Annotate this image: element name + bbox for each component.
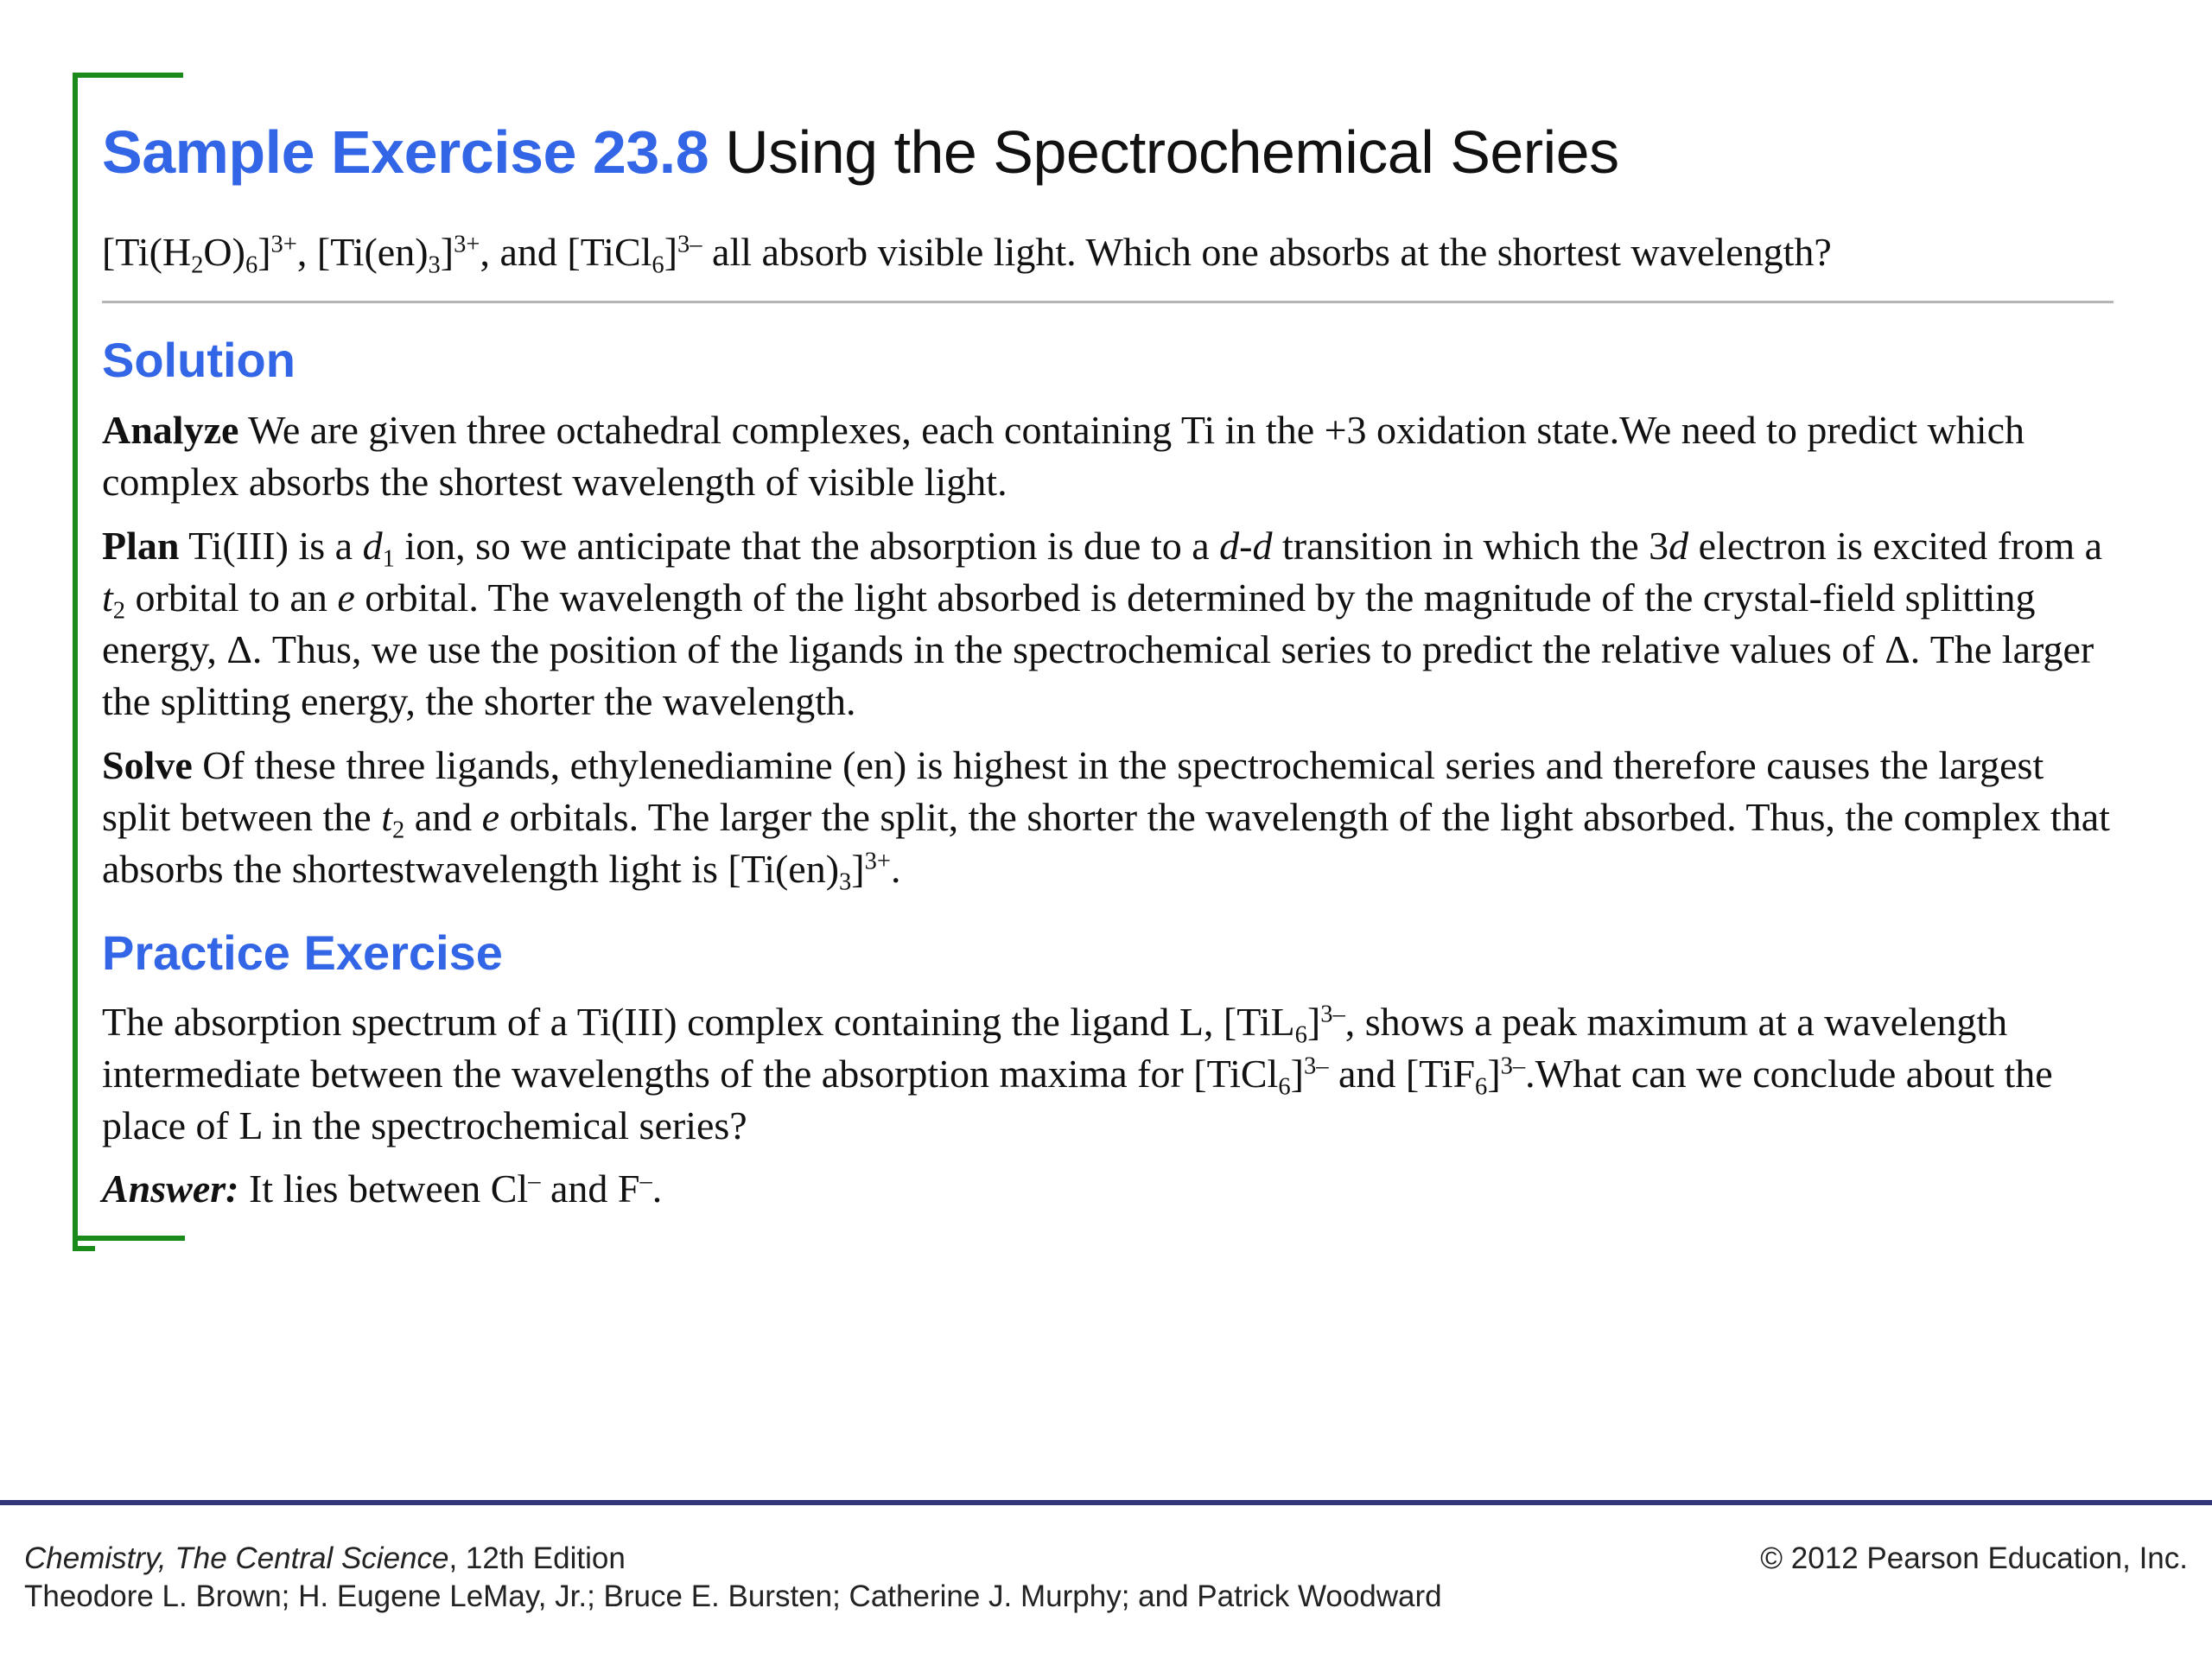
- footer-rule: [0, 1500, 2212, 1505]
- footer-copyright: © 2012 Pearson Education, Inc.: [1760, 1541, 2188, 1575]
- answer-label: Answer:: [102, 1166, 239, 1211]
- solve-label: Solve: [102, 743, 193, 787]
- exercise-bracket: [73, 73, 95, 1251]
- answer-paragraph: Answer: It lies between Cl– and F–.: [102, 1166, 663, 1211]
- page-title: [102, 118, 1619, 187]
- plan-paragraph: Plan Ti(III) is a $d_1$ ion, so we anticipate that the absorption is due to a d-d transition in which the 3d electron is excited from a $t_2$ orbital to an e orbital. The wavelength of the light absorbed is determined by the magnitude of the crystal-field splitting energy, Δ. Thus, we use the position of the ligands in the spectrochemical series to predict the relative values of Δ. The larger the splitting energy, the shorter the wavelength.: [102, 524, 2103, 723]
- footer-authors: Theodore L. Brown; H. Eugene LeMay, Jr.; Bruce E. Bursten; Catherine J. Murphy; and Patrick Woodward: [24, 1580, 1442, 1613]
- footer-book: [24, 1541, 626, 1576]
- footer-edition: , 12th Edition: [448, 1541, 626, 1575]
- title-exercise-number: Sample Exercise 23.8: [102, 118, 709, 186]
- title-topic: Using the Spectrochemical Series: [725, 118, 1619, 186]
- exercise-question: $[Ti(H_2O)_6]^{3+}$, $[Ti(en)_3]^{3+}$, and [TiCl$_6$]$^{3-}$ all absorb visible light. Which one absorbs at the shortest wavelength?: [102, 230, 1832, 279]
- footer-book-title: Chemistry, The Central Science: [24, 1541, 449, 1575]
- practice-heading: Practice Exercise: [102, 925, 503, 980]
- bracket-bottom: [73, 1236, 185, 1241]
- solve-paragraph: Solve Of these three ligands, ethylenediamine (en) is highest in the spectrochemical series and therefore causes the largest split between the $t_2$ and e orbitals. The larger the split, the shorter the wavelength of the light absorbed. Thus, the complex that absorbs the shortestwavelength light is $[Ti(en)_3]^{3+}$.: [102, 743, 2110, 896]
- bracket-top: [73, 73, 183, 78]
- plan-label: Plan: [102, 524, 180, 568]
- analyze-paragraph: Analyze We are given three octahedral complexes, each containing Ti in the +3 oxidation state.We need to predict which complex absorbs the shortest wavelength of visible light.: [102, 408, 2025, 504]
- solution-heading: Solution: [102, 333, 296, 387]
- divider: [102, 301, 2113, 303]
- practice-paragraph: The absorption spectrum of a Ti(III) complex containing the ligand L, $[TiL_6]^{3-}$, shows a peak maximum at a wavelength intermediate between the wavelengths of the absorption maxima for [TiCl$_6$]$^{3-}$ and $[TiF_6]^{3-}.What$ can we conclude about the place of L in the spectrochemical series?: [102, 1000, 2053, 1147]
- analyze-label: Analyze: [102, 408, 239, 452]
